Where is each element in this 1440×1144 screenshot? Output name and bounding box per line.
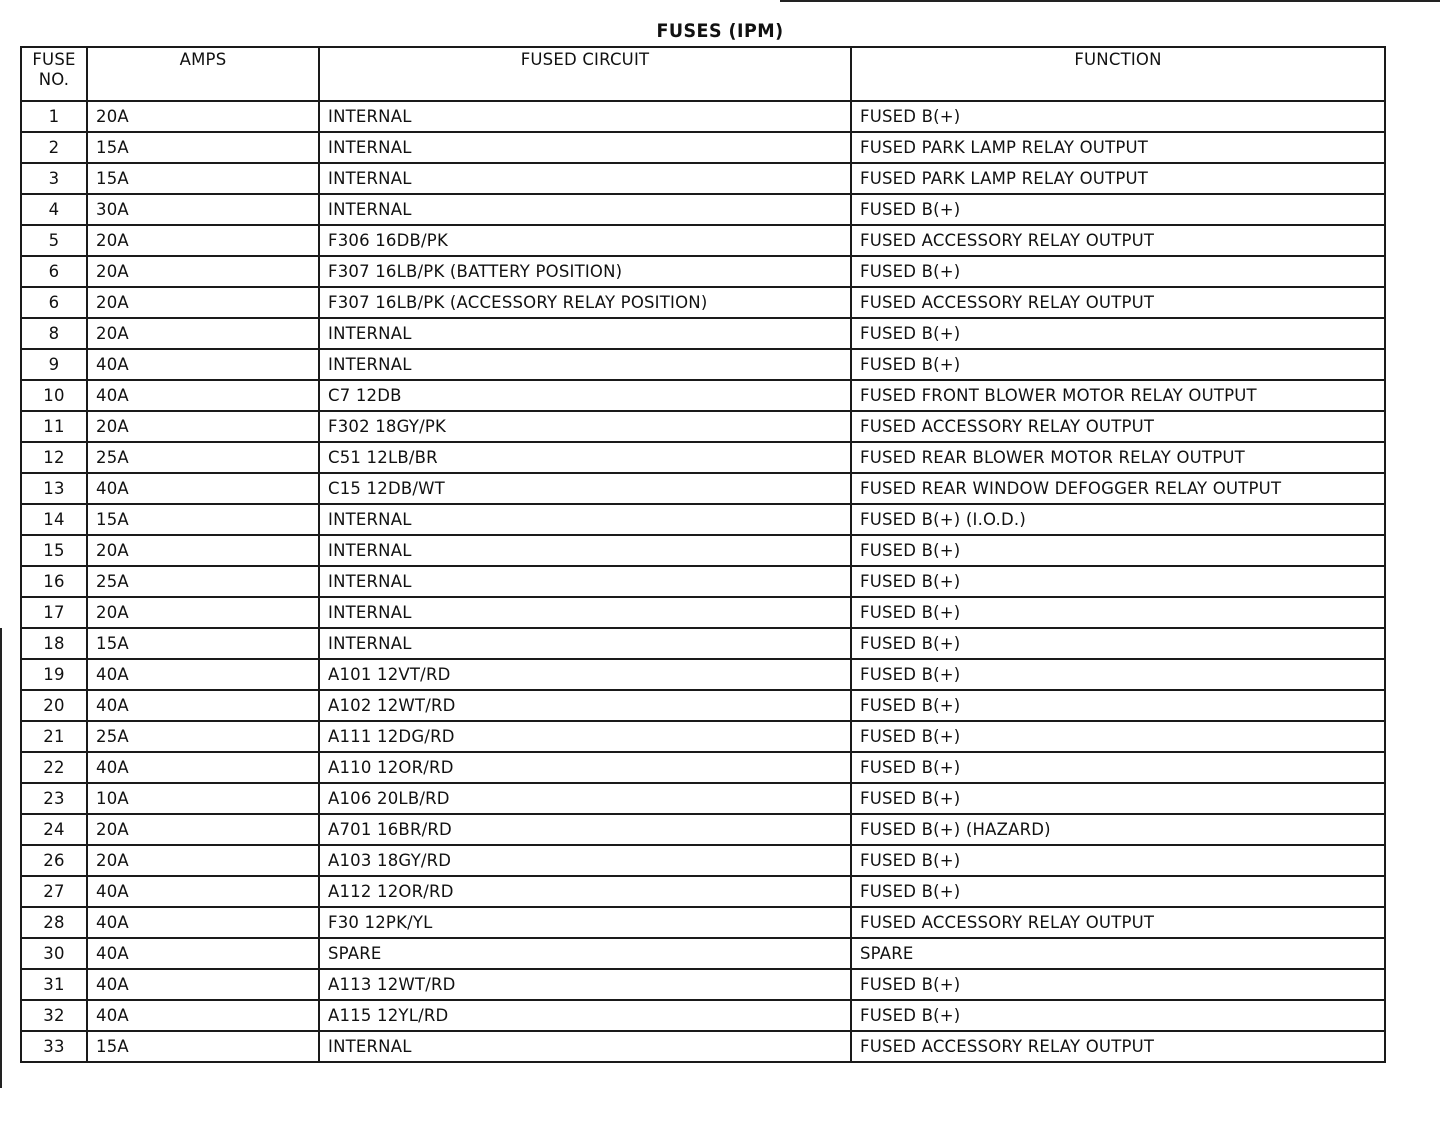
cell-function: FUSED B(+): [851, 969, 1385, 1000]
cell-function: FUSED B(+): [851, 876, 1385, 907]
cell-function: FUSED B(+): [851, 659, 1385, 690]
cell-fuse-no: 11: [21, 411, 87, 442]
cell-amps: 15A: [87, 504, 319, 535]
header-amps: AMPS: [87, 47, 319, 101]
cell-fused-circuit: INTERNAL: [319, 1031, 851, 1062]
cell-amps: 10A: [87, 783, 319, 814]
cell-amps: 20A: [87, 318, 319, 349]
cell-fused-circuit: INTERNAL: [319, 504, 851, 535]
cell-fused-circuit: INTERNAL: [319, 597, 851, 628]
table-row: [21, 845, 1385, 876]
cell-amps: 20A: [87, 101, 319, 132]
cell-amps: 20A: [87, 411, 319, 442]
cell-amps: 20A: [87, 256, 319, 287]
table-row: [21, 659, 1385, 690]
cell-fuse-no: 30: [21, 938, 87, 969]
table-row: [21, 1000, 1385, 1031]
header-row: [21, 47, 1385, 101]
cell-fused-circuit: A103 18GY/RD: [319, 845, 851, 876]
table-row: [21, 225, 1385, 256]
cell-amps: 40A: [87, 1000, 319, 1031]
cell-amps: 15A: [87, 1031, 319, 1062]
cell-function: FUSED B(+): [851, 597, 1385, 628]
cell-fused-circuit: A111 12DG/RD: [319, 721, 851, 752]
cell-fuse-no: 2: [21, 132, 87, 163]
cell-amps: 40A: [87, 938, 319, 969]
table-row: [21, 504, 1385, 535]
table-row: [21, 566, 1385, 597]
cell-fused-circuit: INTERNAL: [319, 628, 851, 659]
cell-fuse-no: 14: [21, 504, 87, 535]
table-row: [21, 690, 1385, 721]
cell-fused-circuit: C15 12DB/WT: [319, 473, 851, 504]
cell-fuse-no: 9: [21, 349, 87, 380]
cell-fuse-no: 33: [21, 1031, 87, 1062]
cell-fused-circuit: INTERNAL: [319, 535, 851, 566]
header-function: FUNCTION: [851, 47, 1385, 101]
cell-function: FUSED B(+): [851, 194, 1385, 225]
page-title: FUSES (IPM): [656, 20, 784, 42]
cell-fuse-no: 20: [21, 690, 87, 721]
cell-function: FUSED ACCESSORY RELAY OUTPUT: [851, 225, 1385, 256]
header-fuse-no-line2: NO.: [38, 70, 70, 89]
cell-function: FUSED B(+): [851, 566, 1385, 597]
cell-fused-circuit: A701 16BR/RD: [319, 814, 851, 845]
cell-fused-circuit: A102 12WT/RD: [319, 690, 851, 721]
cell-function: FUSED FRONT BLOWER MOTOR RELAY OUTPUT: [851, 380, 1385, 411]
cell-fuse-no: 3: [21, 163, 87, 194]
cell-fuse-no: 21: [21, 721, 87, 752]
cell-fused-circuit: INTERNAL: [319, 163, 851, 194]
cell-amps: 20A: [87, 535, 319, 566]
cell-amps: 40A: [87, 473, 319, 504]
cell-function: FUSED PARK LAMP RELAY OUTPUT: [851, 163, 1385, 194]
cell-fused-circuit: A106 20LB/RD: [319, 783, 851, 814]
cell-fuse-no: 27: [21, 876, 87, 907]
fuses-table-body: [21, 101, 1385, 1062]
table-row: [21, 907, 1385, 938]
cell-amps: 15A: [87, 163, 319, 194]
cell-fuse-no: 6: [21, 256, 87, 287]
cell-function: FUSED B(+): [851, 101, 1385, 132]
cell-fuse-no: 19: [21, 659, 87, 690]
table-row: [21, 132, 1385, 163]
cell-fuse-no: 16: [21, 566, 87, 597]
cell-function: FUSED B(+): [851, 349, 1385, 380]
cell-amps: 25A: [87, 566, 319, 597]
cell-fused-circuit: SPARE: [319, 938, 851, 969]
cell-fused-circuit: INTERNAL: [319, 132, 851, 163]
cell-fused-circuit: A101 12VT/RD: [319, 659, 851, 690]
cell-fuse-no: 6: [21, 287, 87, 318]
table-row: [21, 752, 1385, 783]
table-row: [21, 287, 1385, 318]
cell-fuse-no: 31: [21, 969, 87, 1000]
cell-amps: 15A: [87, 628, 319, 659]
header-fuse-no-line1: FUSE: [32, 50, 76, 69]
table-row: [21, 628, 1385, 659]
cell-fuse-no: 8: [21, 318, 87, 349]
cell-fuse-no: 1: [21, 101, 87, 132]
table-row: [21, 101, 1385, 132]
top-rule: [780, 0, 1440, 4]
cell-fused-circuit: C51 12LB/BR: [319, 442, 851, 473]
fuses-table: [20, 46, 1386, 1063]
table-row: [21, 380, 1385, 411]
cell-function: SPARE: [851, 938, 1385, 969]
cell-function: FUSED ACCESSORY RELAY OUTPUT: [851, 1031, 1385, 1062]
cell-amps: 20A: [87, 287, 319, 318]
cell-function: FUSED REAR WINDOW DEFOGGER RELAY OUTPUT: [851, 473, 1385, 504]
cell-function: FUSED B(+): [851, 845, 1385, 876]
table-row: [21, 721, 1385, 752]
cell-function: FUSED REAR BLOWER MOTOR RELAY OUTPUT: [851, 442, 1385, 473]
cell-amps: 20A: [87, 814, 319, 845]
cell-fused-circuit: F307 16LB/PK (BATTERY POSITION): [319, 256, 851, 287]
header-fuse-no: [21, 47, 87, 101]
cell-amps: 15A: [87, 132, 319, 163]
cell-amps: 40A: [87, 876, 319, 907]
cell-fused-circuit: A113 12WT/RD: [319, 969, 851, 1000]
cell-amps: 25A: [87, 721, 319, 752]
cell-fuse-no: 4: [21, 194, 87, 225]
cell-fuse-no: 28: [21, 907, 87, 938]
table-row: [21, 473, 1385, 504]
cell-fused-circuit: INTERNAL: [319, 566, 851, 597]
cell-fuse-no: 23: [21, 783, 87, 814]
cell-fuse-no: 17: [21, 597, 87, 628]
cell-function: FUSED PARK LAMP RELAY OUTPUT: [851, 132, 1385, 163]
cell-amps: 20A: [87, 225, 319, 256]
cell-amps: 40A: [87, 659, 319, 690]
left-margin-mark: [0, 628, 2, 1088]
cell-fused-circuit: INTERNAL: [319, 349, 851, 380]
cell-function: FUSED B(+): [851, 318, 1385, 349]
cell-fuse-no: 18: [21, 628, 87, 659]
table-row: [21, 597, 1385, 628]
cell-amps: 40A: [87, 907, 319, 938]
table-row: [21, 411, 1385, 442]
cell-fused-circuit: A112 12OR/RD: [319, 876, 851, 907]
cell-amps: 20A: [87, 845, 319, 876]
cell-function: FUSED B(+): [851, 752, 1385, 783]
cell-function: FUSED B(+): [851, 1000, 1385, 1031]
cell-function: FUSED B(+) (HAZARD): [851, 814, 1385, 845]
table-row: [21, 194, 1385, 225]
cell-fuse-no: 10: [21, 380, 87, 411]
cell-fuse-no: 22: [21, 752, 87, 783]
cell-fuse-no: 5: [21, 225, 87, 256]
cell-fused-circuit: INTERNAL: [319, 318, 851, 349]
cell-fused-circuit: F302 18GY/PK: [319, 411, 851, 442]
header-fused-circuit: FUSED CIRCUIT: [319, 47, 851, 101]
cell-fused-circuit: F307 16LB/PK (ACCESSORY RELAY POSITION): [319, 287, 851, 318]
cell-fuse-no: 24: [21, 814, 87, 845]
table-row: [21, 783, 1385, 814]
cell-amps: 20A: [87, 597, 319, 628]
table-row: [21, 256, 1385, 287]
cell-function: FUSED ACCESSORY RELAY OUTPUT: [851, 287, 1385, 318]
table-row: [21, 969, 1385, 1000]
table-row: [21, 349, 1385, 380]
cell-fused-circuit: F30 12PK/YL: [319, 907, 851, 938]
table-row: [21, 535, 1385, 566]
cell-amps: 40A: [87, 349, 319, 380]
cell-fuse-no: 13: [21, 473, 87, 504]
table-row: [21, 876, 1385, 907]
cell-function: FUSED B(+): [851, 628, 1385, 659]
cell-fuse-no: 15: [21, 535, 87, 566]
cell-fused-circuit: F306 16DB/PK: [319, 225, 851, 256]
cell-fused-circuit: INTERNAL: [319, 194, 851, 225]
cell-function: FUSED B(+): [851, 256, 1385, 287]
cell-function: FUSED ACCESSORY RELAY OUTPUT: [851, 907, 1385, 938]
cell-function: FUSED B(+): [851, 690, 1385, 721]
cell-function: FUSED B(+): [851, 535, 1385, 566]
cell-fuse-no: 26: [21, 845, 87, 876]
cell-fused-circuit: C7 12DB: [319, 380, 851, 411]
cell-fused-circuit: A110 12OR/RD: [319, 752, 851, 783]
table-row: [21, 1031, 1385, 1062]
cell-function: FUSED ACCESSORY RELAY OUTPUT: [851, 411, 1385, 442]
cell-amps: 40A: [87, 969, 319, 1000]
cell-amps: 40A: [87, 752, 319, 783]
table-row: [21, 318, 1385, 349]
cell-amps: 30A: [87, 194, 319, 225]
cell-fuse-no: 12: [21, 442, 87, 473]
cell-fused-circuit: INTERNAL: [319, 101, 851, 132]
cell-amps: 40A: [87, 380, 319, 411]
cell-function: FUSED B(+): [851, 783, 1385, 814]
table-row: [21, 814, 1385, 845]
table-row: [21, 442, 1385, 473]
cell-amps: 40A: [87, 690, 319, 721]
cell-fuse-no: 32: [21, 1000, 87, 1031]
cell-function: FUSED B(+) (I.O.D.): [851, 504, 1385, 535]
table-row: [21, 938, 1385, 969]
cell-amps: 25A: [87, 442, 319, 473]
cell-function: FUSED B(+): [851, 721, 1385, 752]
table-row: [21, 163, 1385, 194]
cell-fused-circuit: A115 12YL/RD: [319, 1000, 851, 1031]
